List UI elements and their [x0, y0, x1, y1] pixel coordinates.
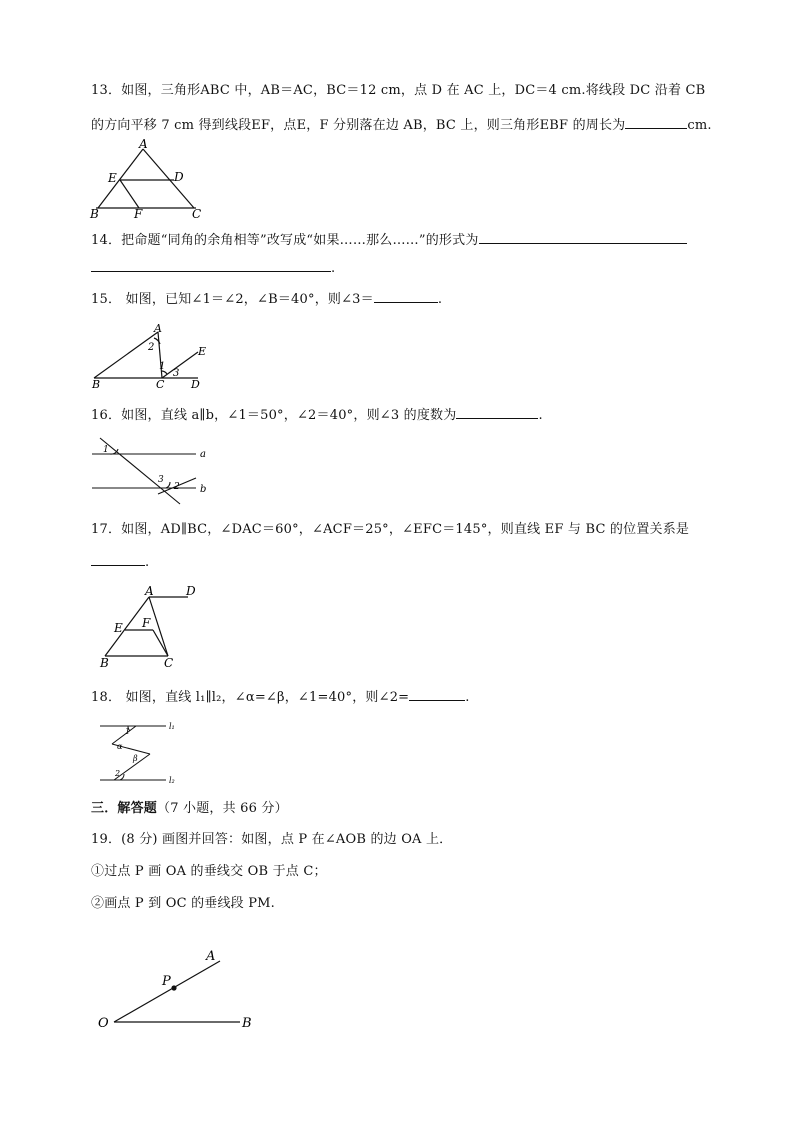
section3-note: （7 小题，共 66 分） — [157, 801, 288, 816]
q18-answer-blank — [409, 688, 465, 701]
q16-angle-1: 1 — [103, 445, 109, 455]
q15-angle-figure — [88, 318, 218, 390]
q15-angle-2: 2 — [148, 342, 155, 353]
q19-label-O: O — [98, 1016, 109, 1031]
q15-answer-blank — [374, 290, 438, 303]
q18-angle-alpha: α — [117, 742, 123, 751]
q13-line2-text: 的方向平移 7 cm 得到线段EF，点E，F 分别落在边 AB，BC 上，则三角形EBF 的周长为 — [91, 118, 626, 133]
q17-label-E: E — [114, 621, 123, 635]
q15-label-A: A — [154, 322, 162, 335]
q17-end: . — [145, 555, 150, 570]
q13-label-A: A — [139, 137, 148, 151]
q17-trapezoid-figure — [96, 582, 212, 672]
q16-label-a: a — [200, 449, 206, 460]
q15-angle-1: 1 — [159, 361, 166, 372]
q18-end: . — [465, 690, 470, 705]
q15-label-D: D — [191, 378, 200, 390]
q18-zigzag-figure — [96, 716, 192, 788]
q17-line2 — [91, 553, 149, 571]
q14-line1 — [91, 231, 687, 249]
q19-item2: ②画点 P 到 OC 的垂线段 PM. — [91, 896, 276, 911]
q18-angle-beta: β — [133, 754, 138, 763]
q16-line1 — [91, 406, 543, 424]
q17-label-D: D — [186, 584, 196, 598]
q19-label-B: B — [242, 1016, 252, 1031]
q17-label-B: B — [100, 656, 109, 670]
section3-heading — [91, 801, 288, 817]
q16-text: 16．如图，直线 a∥b，∠1＝50°，∠2＝40°，则∠3 的度数为 — [91, 408, 457, 423]
q13-label-B: B — [90, 207, 99, 221]
q18-angle-1: 1 — [125, 727, 131, 736]
section3-title: 三．解答题 — [91, 801, 158, 816]
q17-label-A: A — [145, 584, 154, 598]
q18-angle-2: 2 — [115, 769, 121, 778]
q13-answer-blank — [625, 116, 687, 129]
q15-text: 15． 如图，已知∠1＝∠2，∠B＝40°，则∠3＝ — [91, 292, 374, 307]
q16-label-b: b — [200, 484, 207, 495]
q13-line2 — [91, 116, 712, 134]
q17-label-C: C — [164, 656, 174, 670]
q19-label-P: P — [162, 974, 171, 989]
q18-line1 — [91, 688, 470, 706]
q17-label-F: F — [142, 616, 151, 630]
q19-label-A: A — [206, 949, 216, 964]
q14-text: 14．把命题“同角的余角相等”改写成“如果……那么……”的形式为 — [91, 233, 479, 248]
q19-line1: 19．(8 分) 画图并回答：如图，点 P 在∠AOB 的边 OA 上． — [91, 832, 453, 847]
q15-angle-3: 3 — [173, 368, 180, 379]
q17-answer-blank — [91, 553, 145, 566]
q13-unit: cm. — [687, 118, 712, 133]
q19-point-P — [171, 985, 176, 990]
q14-answer-blank-1 — [479, 231, 687, 244]
q16-answer-blank — [456, 406, 538, 419]
q14-answer-blank-2 — [91, 259, 331, 272]
q17-line1: 17．如图，AD∥BC，∠DAC＝60°，∠ACF＝25°，∠EFC＝145°，则直线 EF 与 BC 的位置关系是 — [91, 522, 690, 537]
q15-label-B: B — [92, 378, 101, 390]
q16-parallel-lines-figure — [88, 432, 216, 508]
q19-angle-aob-figure — [94, 940, 264, 1036]
q13-label-E: E — [108, 171, 117, 185]
q16-angle-3: 3 — [158, 475, 164, 485]
q14-line2 — [91, 259, 335, 277]
q15-label-C: C — [156, 378, 165, 390]
q18-text: 18． 如图，直线 l₁∥l₂，∠α=∠β，∠1=40°，则∠2= — [91, 690, 410, 705]
q16-angle-2: 2 — [174, 482, 180, 492]
q13-line1: 13．如图，三角形ABC 中，AB＝AC，BC＝12 cm，点 D 在 AC 上，DC＝4 cm.将线段 DC 沿着 CB — [91, 83, 706, 98]
q15-label-E: E — [198, 345, 207, 358]
q13-label-F: F — [134, 207, 143, 221]
q15-end: . — [437, 292, 443, 307]
q19-item1: ①过点 P 画 OA 的垂线交 OB 于点 C； — [91, 864, 327, 879]
q13-label-C: C — [192, 207, 202, 221]
q16-end: . — [538, 408, 543, 423]
q13-triangle-figure — [86, 136, 216, 224]
q18-label-l2: l₂ — [169, 776, 175, 785]
q13-label-D: D — [174, 170, 184, 184]
q14-end: . — [331, 261, 336, 276]
q15-line1 — [91, 290, 442, 308]
q18-label-l1: l₁ — [169, 722, 175, 731]
